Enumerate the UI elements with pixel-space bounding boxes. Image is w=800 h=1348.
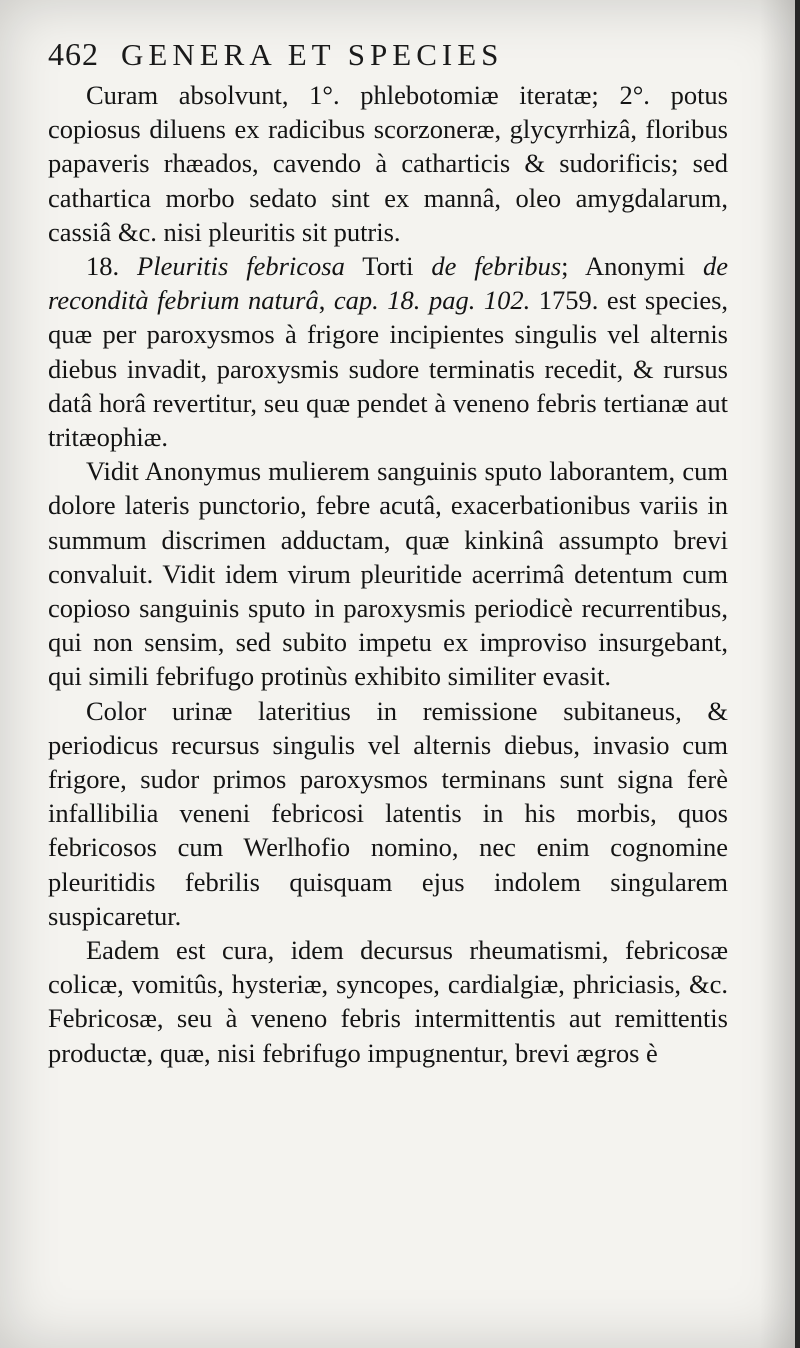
paragraph-observations: Vidit Anonymus mulierem sanguinis sputo laborantem, cum dolore lateris punctorio, febre acutâ, exacerbationibus variis in summum discrimen adductam, quæ kinkinâ assumpto brevi convaluit. Vidit idem virum pleuritide acerrimâ detentum cum copioso sanguinis sputo in paroxysmis periodicè recurrentibus, qui non sensim, sed subito impetu ex improviso insurgebant, qui simili febrifugo protinùs exhibito similiter evasit. [48,456,728,692]
page-edge-shadow [795,0,800,1348]
author-torti: Torti [362,251,414,282]
page-ref: pag. 102. [428,285,531,316]
author-anonymi: Anonymi [584,251,686,282]
work-de-febribus: de febribus [431,251,562,282]
paragraph-species-18: 18. Pleuritis febricosa Torti de febribus; Anonymi de recondità febrium naturâ, cap. 18. pag. 102. 1759. est species, quæ per paroxysmos à frigore incipientes singulis vel alternis diebus invadit, paroxysmis sudore terminatis recedit, & rursus datâ horâ revertitur, seu quæ pendet à veneno febris tertianæ aut tritæophiæ. [48,251,729,453]
work-de-recondita: de recondità febrium naturâ [48,251,729,316]
paragraph-cure: Eadem est cura, idem decursus rheumatismi, febricosæ colicæ, vomitûs, hysteriæ, syncopes, cardialgiæ, phriciasis, &c. Febricosæ, seu à veneno febris intermittentis aut remittentis productæ, quæ, nisi febrifugo impugnentur, brevi ægros è [48,935,728,1068]
page-number: 462 [48,36,99,72]
running-title: GENERA ET SPECIES [121,37,504,72]
paragraph-signs: Color urinæ lateritius in remissione subitaneus, & periodicus recursus singulis vel alternis diebus, invasio cum frigore, sudor primos paroxysmos terminans sunt signa ferè infallibilia veneni febricosi latentis in his morbis, quos febricosos cum Werlhofio nomino, nec enim cognomine pleuritidis febrilis quisquam ejus indolem singularem suspicaretur. [48,695,728,931]
citation-separator: ; [561,251,569,282]
species-name: Pleuritis febricosa [137,251,345,282]
paragraph-treatment: Curam absolvunt, 1°. phlebotomiæ iteratæ; 2°. potus copiosus diluens ex radicibus scorzoneræ, glycyrrhizâ, floribus papaveris rhæados, cavendo à catharticis & sudorificis; sed cathartica morbo sedato sint ex mannâ, oleo amygdalarum, cassiâ &c. nisi pleuritis sit putris. [48,80,728,247]
species-number: 18. [86,251,120,282]
species-description: 1759. est species, quæ per paroxysmos à frigore incipientes singulis vel alternis diebus invadit, paroxysmis sudore terminatis recedit, & rursus datâ horâ revertitur, seu quæ pendet à veneno febris tertianæ aut tritæophiæ. [48,285,729,453]
chapter-ref: cap. 18. [333,285,421,316]
body-text [48,78,728,1070]
